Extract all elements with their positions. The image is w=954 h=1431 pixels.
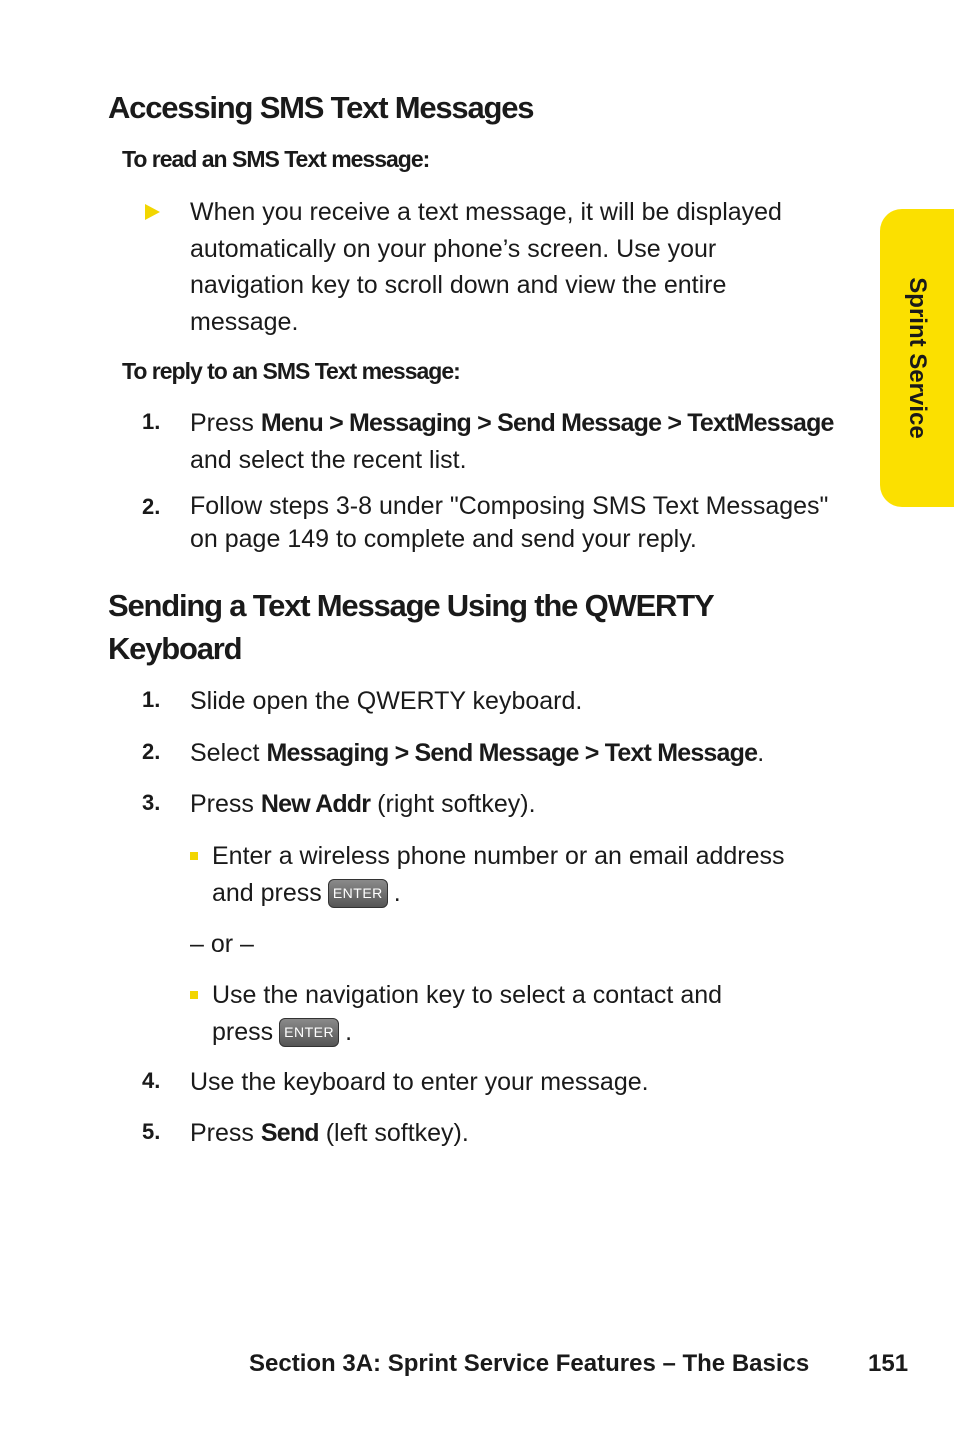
step-number: 2. (142, 739, 161, 764)
softkey-label: Send (260, 1119, 319, 1147)
step-2-text (190, 735, 764, 772)
bullet-2-line2 (212, 1014, 722, 1051)
or-separator: – or – (190, 930, 254, 958)
enter-key-icon: ENTER (279, 1018, 339, 1047)
reply-step-2-line2: on page 149 to complete and send your reply. (190, 525, 697, 553)
step-5-pre: Press (190, 1119, 261, 1147)
step-3-post: (right softkey). (370, 790, 536, 818)
menu-path: Menu > Messaging > Send Message > TextMessage (260, 409, 834, 437)
side-tab-label: Sprint Service (904, 277, 931, 439)
page-number: 151 (868, 1350, 909, 1377)
step-5-text (190, 1115, 469, 1152)
read-line: navigation key to scroll down and view the entire (190, 271, 727, 299)
subhead-reply-sms: To reply to an SMS Text message: (122, 358, 460, 384)
section-heading-sending-qwerty (108, 584, 713, 670)
period: . (393, 878, 401, 907)
bullet-1-line2 (212, 875, 785, 912)
heading-line: Keyboard (108, 631, 242, 666)
step-1-text: Slide open the QWERTY keyboard. (190, 687, 583, 715)
heading-line: Sending a Text Message Using the QWERTY (108, 588, 714, 623)
reply-step-1 (190, 405, 834, 478)
step-4-text: Use the keyboard to enter your message. (190, 1068, 649, 1096)
bullet-2 (212, 977, 722, 1050)
read-instruction (190, 194, 782, 340)
reply-step-2 (190, 490, 828, 556)
arrow-bullet-icon (145, 204, 160, 220)
bullet-2-line1: Use the navigation key to select a contact and (212, 981, 723, 1009)
softkey-label: New Addr (260, 790, 371, 818)
read-line: automatically on your phone’s screen. Use your (190, 234, 717, 263)
bullet-1-line1: Enter a wireless phone number or an email address (212, 842, 785, 870)
reply-step-number: 1. (142, 409, 161, 434)
menu-path: Messaging > Send Message > Text Message (266, 739, 758, 767)
step-2-post: . (757, 739, 765, 767)
reply-step-1-pre: Press (190, 409, 261, 437)
bullet-1-line2-pre: and press (212, 878, 322, 907)
reply-step-number: 2. (142, 494, 161, 519)
step-number: 5. (142, 1119, 161, 1144)
step-5-post: (left softkey). (318, 1119, 469, 1147)
read-line: message. (190, 307, 299, 336)
square-bullet-icon (190, 991, 198, 999)
reply-step-2-line1: Follow steps 3-8 under "Composing SMS Text Messages" (190, 492, 829, 520)
step-number: 3. (142, 790, 161, 815)
step-number: 1. (142, 687, 161, 712)
square-bullet-icon (190, 852, 198, 860)
reply-step-1-line2: and select the recent list. (190, 445, 467, 474)
step-3-text (190, 786, 536, 823)
enter-key-icon: ENTER (328, 879, 388, 908)
section-heading-accessing-sms: Accessing SMS Text Messages (108, 90, 534, 125)
step-2-pre: Select (190, 739, 267, 767)
step-3-pre: Press (190, 790, 261, 818)
footer-section-title: Section 3A: Sprint Service Features – The Basics (249, 1350, 810, 1377)
read-line: When you receive a text message, it will be displayed (190, 198, 782, 226)
step-number: 4. (142, 1068, 161, 1093)
period: . (345, 1017, 353, 1046)
reply-step-1-line1 (190, 405, 834, 442)
subhead-read-sms: To read an SMS Text message: (122, 146, 430, 172)
bullet-1 (212, 838, 785, 911)
bullet-2-line2-pre: press (212, 1017, 274, 1046)
